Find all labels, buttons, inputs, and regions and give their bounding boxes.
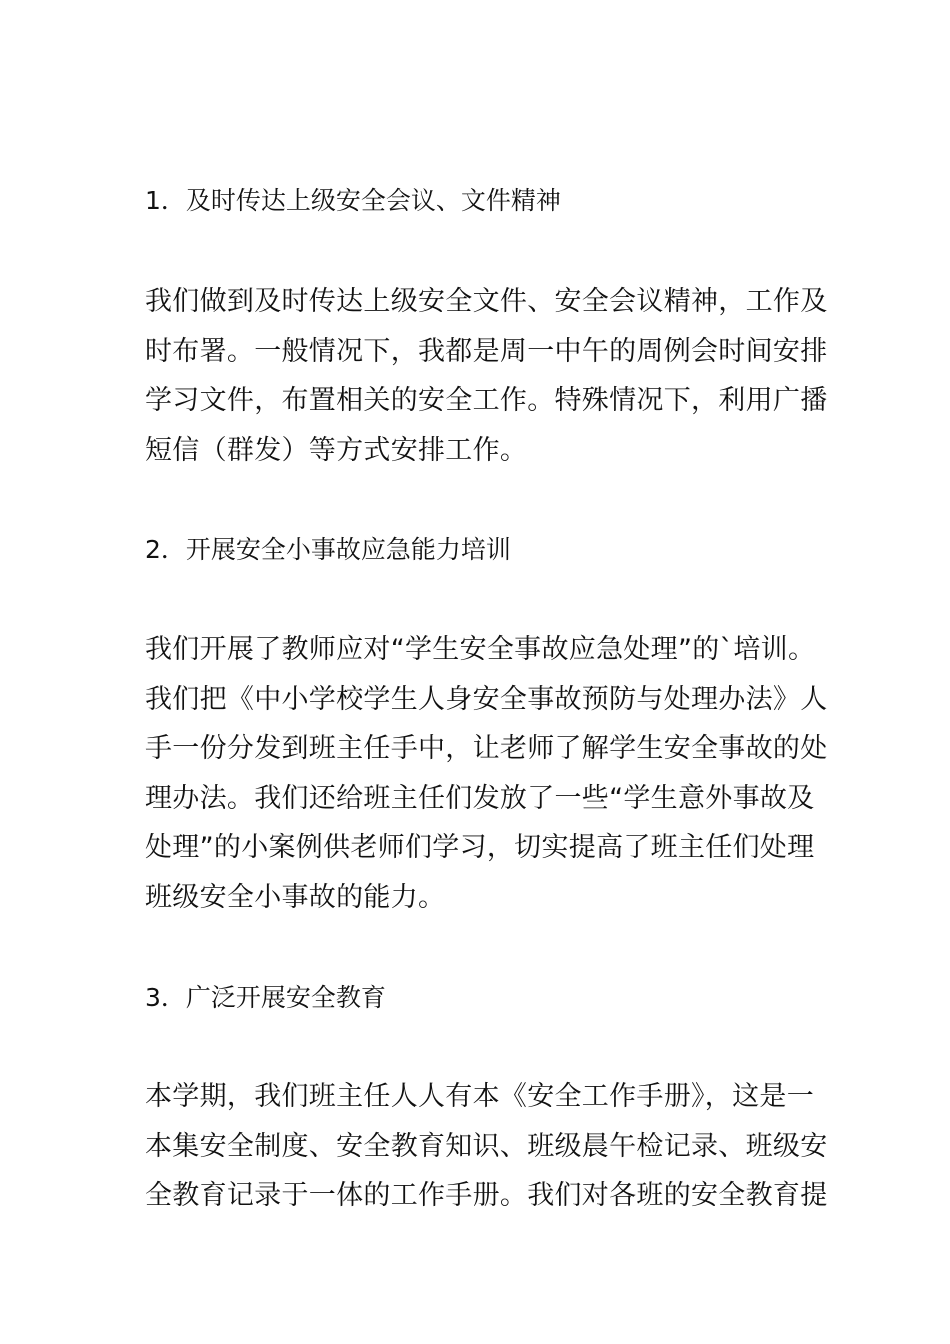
section-2-line-5: 处理”的小案例供老师们学习，切实提高了班主任们处理 — [145, 832, 815, 863]
section-2-line-2: 我们把《中小学校学生人身安全事故预防与处理办法》人 — [145, 684, 828, 715]
section-1-line-4: 短信（群发）等方式安排工作。 — [145, 435, 528, 466]
section-2-heading: 2．开展安全小事故应急能力培训 — [145, 535, 511, 564]
section-3-line-1: 本学期，我们班主任人人有本《安全工作手册》，这是一 — [145, 1081, 814, 1112]
section-2-line-1: 我们开展了教师应对“学生安全事故应急处理”的`培训。 — [145, 634, 816, 665]
section-1-line-3: 学习文件，布置相关的安全工作。特殊情况下，利用广播 — [145, 385, 828, 416]
section-3-line-2: 本集安全制度、安全教育知识、班级晨午检记录、班级安 — [145, 1131, 828, 1162]
section-1-line-2: 时布署。一般情况下，我都是周一中午的周例会时间安排 — [145, 336, 828, 367]
section-3-heading: 3．广泛开展安全教育 — [145, 983, 386, 1012]
section-1-line-1: 我们做到及时传达上级安全文件、安全会议精神，工作及 — [145, 286, 828, 317]
section-1-heading: 1．及时传达上级安全会议、文件精神 — [145, 186, 561, 215]
section-2-line-3: 手一份分发到班主任手中，让老师了解学生安全事故的处 — [145, 733, 828, 764]
section-3-line-3: 全教育记录于一体的工作手册。我们对各班的安全教育提 — [145, 1180, 828, 1211]
section-2-line-4: 理办法。我们还给班主任们发放了一些“学生意外事故及 — [145, 783, 815, 814]
section-2-line-6: 班级安全小事故的能力。 — [145, 882, 446, 913]
